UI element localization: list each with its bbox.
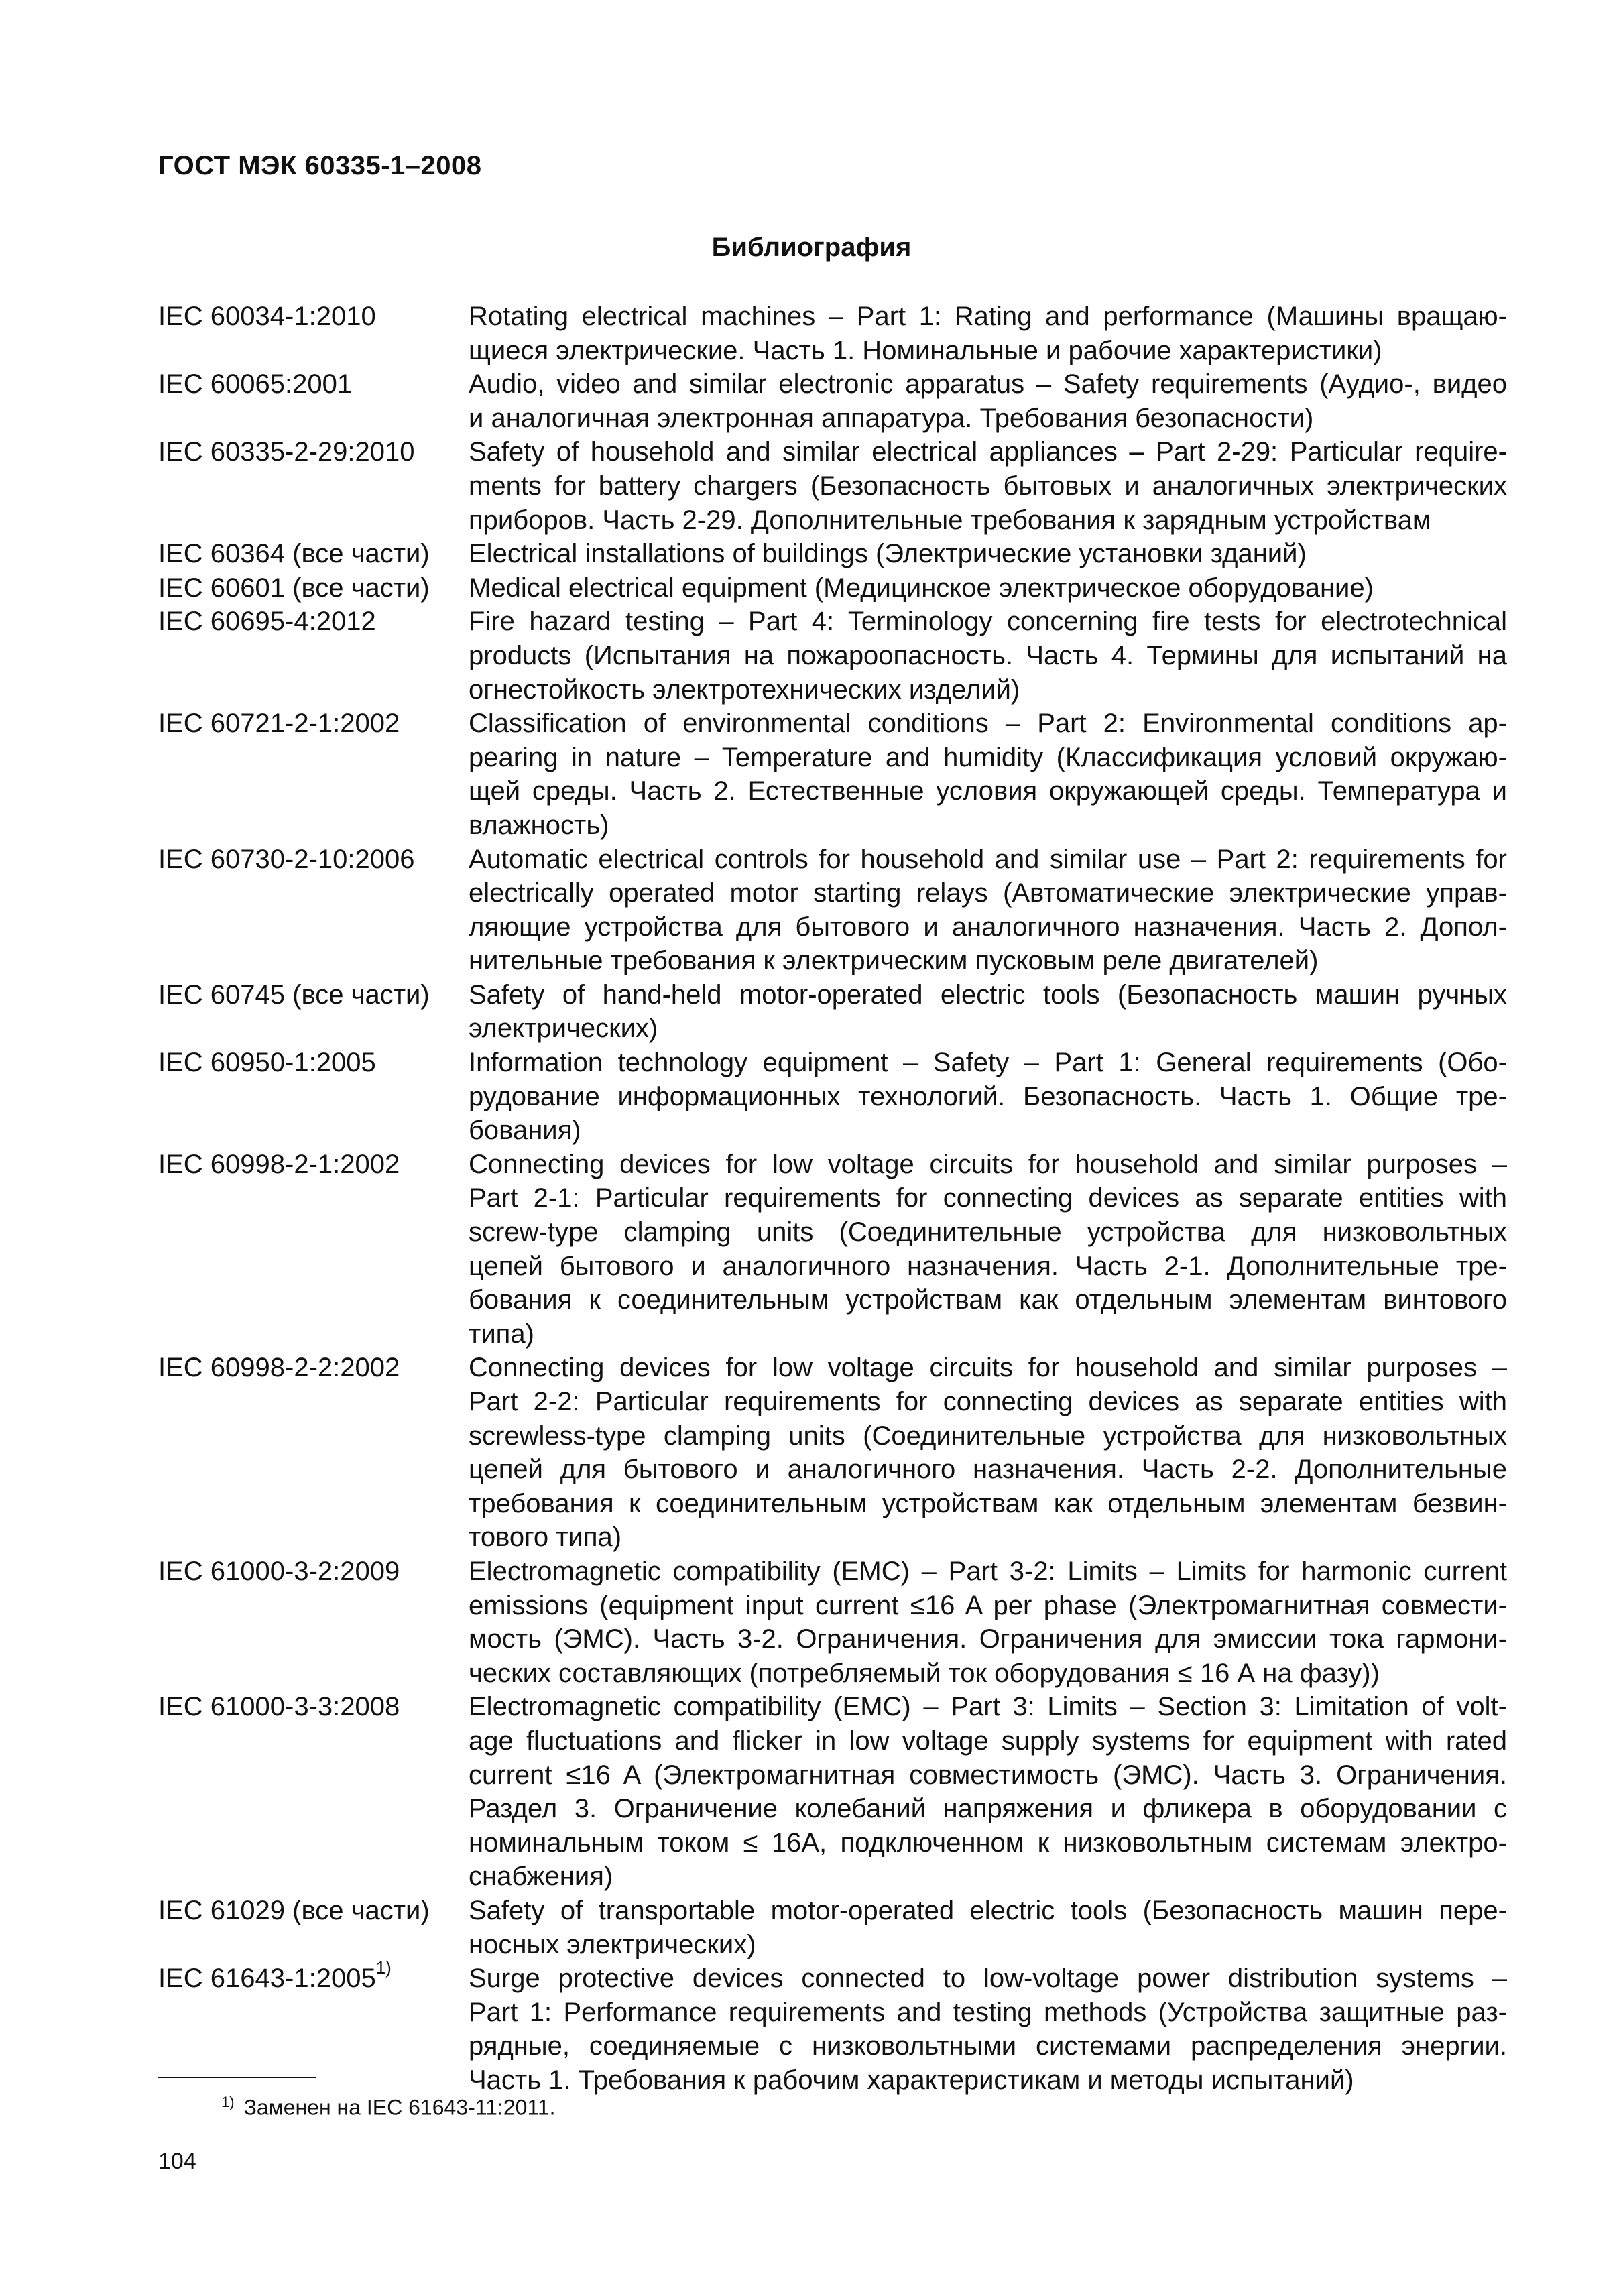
- bibliography-description-line: номинальным током ≤ 16А, подключенном к низковольтным системам электро-: [469, 1827, 1507, 1858]
- bibliography-code: [158, 537, 469, 571]
- bibliography-description-line: требования к соединительным устройствам как отдельным элементам безвин-: [469, 1488, 1507, 1518]
- bibliography-description-line: Information technology equipment – Safety – Part 1: General requirements (Обо-: [469, 1048, 1507, 1078]
- bibliography-description-line: ments for battery chargers (Безопасность бытовых и аналогичных электрических: [469, 471, 1507, 501]
- bibliography-description-line: ческих составляющих (потребляемый ток оборудования ≤ 16 А на фазу)): [469, 1658, 1380, 1688]
- bibliography-description-line: Safety of household and similar electrical appliances – Part 2-29: Particular require-: [469, 437, 1507, 467]
- bibliography-code: [158, 1894, 469, 1961]
- bibliography-entry: [158, 1046, 1507, 1148]
- bibliography-description-line: типа): [469, 1319, 534, 1349]
- bibliography-code-text: IEC 60745 (все части): [158, 979, 430, 1010]
- bibliography-code: [158, 1351, 469, 1555]
- bibliography-entry: [158, 1555, 1507, 1690]
- bibliography-description-line: бования): [469, 1115, 581, 1146]
- bibliography-entry: [158, 435, 1507, 537]
- bibliography-code: [158, 1555, 469, 1690]
- bibliography-description-line: приборов. Часть 2-29. Дополнительные требования к зарядным устройствам: [469, 505, 1431, 535]
- bibliography-description-line: pearing in nature – Temperature and humidity (Классификация условий окружаю-: [469, 742, 1507, 772]
- bibliography-description-line: products (Испытания на пожароопасность. Часть 4. Термины для испытаний на: [469, 640, 1507, 670]
- section-title: Библиография: [711, 233, 912, 262]
- bibliography-description-line: мость (ЭМС). Часть 3-2. Ограничения. Ограничения для эмиссии тока гармони-: [469, 1624, 1507, 1654]
- bibliography-entry: [158, 707, 1507, 842]
- bibliography-description-line: Part 2-2: Particular requirements for connecting devices as separate entities with: [469, 1387, 1507, 1416]
- page-number: 104: [158, 2149, 196, 2174]
- bibliography-description: [469, 843, 1507, 978]
- bibliography-description: [469, 571, 1507, 605]
- bibliography-code-text: IEC 60950-1:2005: [158, 1048, 376, 1078]
- bibliography-description: [469, 1894, 1507, 1961]
- bibliography-description-line: цепей бытового и аналогичного назначения. Часть 2-1. Дополнительные тре-: [469, 1251, 1507, 1281]
- bibliography-description-line: electrically operated motor starting relays (Автоматические электрические управ-: [469, 878, 1507, 908]
- footnote-reference: 1): [375, 1957, 392, 1978]
- bibliography-code-text: IEC 60335-2-29:2010: [158, 437, 415, 467]
- bibliography-description-line: щей среды. Часть 2. Естественные условия окружающей среды. Температура и: [469, 776, 1507, 806]
- bibliography-entry: [158, 1351, 1507, 1555]
- bibliography-description-line: Раздел 3. Ограничение колебаний напряжения и фликера в оборудовании с: [469, 1794, 1507, 1824]
- bibliography-description-line: screwless-type clamping units (Соединительные устройства для низковольтных: [469, 1421, 1507, 1451]
- bibliography-entry: [158, 1957, 1507, 2097]
- bibliography-description-line: Part 2-1: Particular requirements for connecting devices as separate entities with: [469, 1183, 1507, 1213]
- bibliography-description-line: Audio, video and similar electronic apparatus – Safety requirements (Аудио-, видео: [469, 369, 1507, 400]
- bibliography-code: [158, 1046, 469, 1148]
- bibliography-description-line: цепей для бытового и аналогичного назначения. Часть 2-2. Дополнительные: [469, 1455, 1507, 1485]
- bibliography-description-line: Medical electrical equipment (Медицинское электрическое оборудование): [469, 572, 1374, 603]
- bibliography-code: [158, 605, 469, 707]
- bibliography-entry: [158, 1894, 1507, 1961]
- bibliography-description-line: щиеся электрические. Часть 1. Номинальные и рабочие характеристики): [469, 335, 1382, 365]
- bibliography-description-line: screw-type clamping units (Соединительные устройства для низковольтных: [469, 1217, 1507, 1248]
- bibliography-code-text: IEC 60695-4:2012: [158, 607, 376, 637]
- bibliography-code-text: IEC 61000-3-2:2009: [158, 1556, 400, 1586]
- bibliography-description-line: ляющие устройства для бытового и аналогичного назначения. Часть 2. Допол-: [469, 912, 1507, 942]
- bibliography-code-text: IEC 60998-2-1:2002: [158, 1149, 400, 1179]
- bibliography-code: [158, 367, 469, 435]
- bibliography-description: [469, 1148, 1507, 1351]
- bibliography-description-line: current ≤16 A (Электромагнитная совместимость (ЭМС). Часть 3. Ограничения.: [469, 1760, 1507, 1790]
- document-header: ГОСТ МЭК 60335-1–2008: [158, 151, 482, 180]
- bibliography-description: [469, 300, 1507, 367]
- bibliography-description-line: Fire hazard testing – Part 4: Terminology concerning fire tests for electrotechnical: [469, 607, 1507, 637]
- bibliography-description-line: и аналогичная электронная аппаратура. Требования безопасности): [469, 403, 1314, 433]
- bibliography-code-text: IEC 60034-1:2010: [158, 302, 376, 331]
- bibliography-description-line: Part 1: Performance requirements and testing methods (Устройства защитные раз-: [469, 1997, 1507, 2027]
- bibliography-code-text: IEC 60721-2-1:2002: [158, 709, 400, 739]
- bibliography-code-text: IEC 61643-1:2005: [158, 1963, 376, 1994]
- bibliography-entry: [158, 843, 1507, 978]
- footnote-text: Заменен на IEC 61643-11:2011.: [243, 2095, 556, 2120]
- footnote: [221, 2089, 556, 2121]
- bibliography-description-line: нительные требования к электрическим пусковым реле двигателей): [469, 946, 1319, 976]
- bibliography-description-line: Electromagnetic compatibility (EMC) – Part 3: Limits – Section 3: Limitation of volt-: [469, 1692, 1507, 1722]
- bibliography-description-line: тового типа): [469, 1522, 622, 1553]
- bibliography-description-line: снабжения): [469, 1862, 613, 1892]
- bibliography-code: [158, 978, 469, 1046]
- bibliography-entry: [158, 537, 1507, 571]
- bibliography-description: [469, 1351, 1507, 1555]
- footnote-divider: [158, 2077, 316, 2078]
- bibliography-code-text: IEC 60601 (все части): [158, 572, 430, 603]
- bibliography-description-line: Classification of environmental conditions – Part 2: Environmental conditions ap-: [469, 709, 1507, 739]
- bibliography-description-line: бования к соединительным устройствам как отдельным элементам винтового: [469, 1285, 1507, 1315]
- bibliography-entry: [158, 978, 1507, 1046]
- bibliography-description: [469, 435, 1507, 537]
- bibliography-description-line: рядные, соединяемые с низковольтными системами распределения энергии.: [469, 2031, 1507, 2061]
- bibliography-description: [469, 707, 1507, 842]
- bibliography-entry: [158, 605, 1507, 707]
- bibliography-code: [158, 1148, 469, 1351]
- bibliography-list: [158, 300, 1507, 2097]
- bibliography-description-line: Connecting devices for low voltage circuits for household and similar purposes –: [469, 1149, 1507, 1179]
- bibliography-description: [469, 978, 1507, 1046]
- bibliography-description: [469, 1046, 1507, 1148]
- bibliography-description: [469, 1961, 1507, 2097]
- bibliography-description-line: Rotating electrical machines – Part 1: Rating and performance (Машины вращаю-: [469, 302, 1507, 331]
- bibliography-description-line: Safety of transportable motor-operated electric tools (Безопасность машин пере-: [469, 1895, 1507, 1925]
- bibliography-description: [469, 1690, 1507, 1894]
- bibliography-description-line: Connecting devices for low voltage circuits for household and similar purposes –: [469, 1353, 1507, 1383]
- bibliography-code: [158, 707, 469, 842]
- bibliography-code: [158, 300, 469, 367]
- bibliography-code: [158, 571, 469, 605]
- bibliography-description: [469, 537, 1507, 571]
- bibliography-description-line: Electrical installations of buildings (Электрические установки зданий): [469, 539, 1307, 569]
- bibliography-description-line: Surge protective devices connected to low-voltage power distribution systems –: [469, 1963, 1507, 1994]
- bibliography-entry: [158, 300, 1507, 367]
- bibliography-code-text: IEC 60730-2-10:2006: [158, 844, 415, 874]
- bibliography-description-line: Safety of hand-held motor-operated electric tools (Безопасность машин ручных: [469, 979, 1507, 1010]
- bibliography-description-line: age fluctuations and flicker in low voltage supply systems for equipment with rated: [469, 1726, 1507, 1756]
- bibliography-code-text: IEC 60065:2001: [158, 369, 353, 400]
- bibliography-description-line: emissions (equipment input current ≤16 A per phase (Электромагнитная совмести-: [469, 1590, 1507, 1620]
- bibliography-description: [469, 1555, 1507, 1690]
- bibliography-description: [469, 367, 1507, 435]
- bibliography-entry: [158, 571, 1507, 605]
- bibliography-entry: [158, 1148, 1507, 1351]
- bibliography-description-line: носных электрических): [469, 1929, 756, 1959]
- footnote-marker: 1): [221, 2094, 235, 2110]
- bibliography-code: [158, 843, 469, 978]
- bibliography-description-line: влажность): [469, 810, 609, 840]
- bibliography-description-line: огнестойкость электротехнических изделий): [469, 674, 1020, 705]
- bibliography-description-line: Electromagnetic compatibility (EMC) – Part 3-2: Limits – Limits for harmonic current: [469, 1556, 1507, 1586]
- bibliography-entry: [158, 1690, 1507, 1894]
- bibliography-description-line: электрических): [469, 1014, 658, 1044]
- bibliography-description-line: Automatic electrical controls for household and similar use – Part 2: requirements for: [469, 844, 1507, 874]
- bibliography-entry: [158, 367, 1507, 435]
- bibliography-code-text: IEC 61000-3-3:2008: [158, 1692, 400, 1722]
- bibliography-code: [158, 1690, 469, 1894]
- bibliography-description-line: рудование информационных технологий. Безопасность. Часть 1. Общие тре-: [469, 1081, 1507, 1111]
- bibliography-code-text: IEC 60364 (все части): [158, 539, 430, 569]
- bibliography-description: [469, 605, 1507, 707]
- bibliography-description-line: Часть 1. Требования к рабочим характеристикам и методы испытаний): [469, 2065, 1354, 2095]
- bibliography-code-text: IEC 60998-2-2:2002: [158, 1353, 400, 1383]
- bibliography-code: [158, 435, 469, 537]
- bibliography-code-text: IEC 61029 (все части): [158, 1895, 430, 1925]
